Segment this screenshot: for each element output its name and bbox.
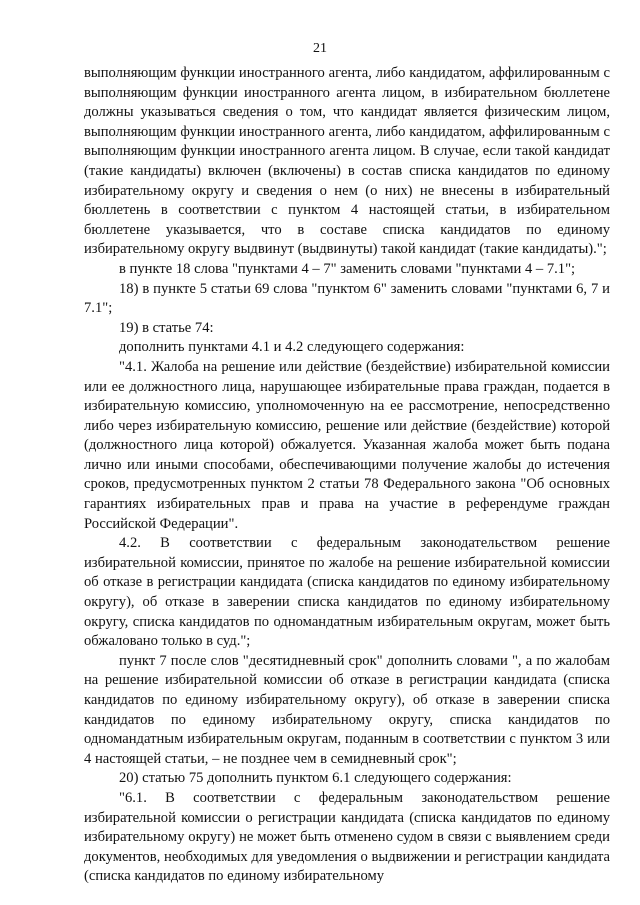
paragraph-item-6-1: "6.1. В соответствии с федеральным законодательством решение избирательной комиссии о регистрации кандидата (списка кандидатов по единому избирательному округу) не может быть отменено судом в связи с выявлением среди документов, необходимых для уведомления о выдвижении и регистрации кандидата (списка кандидатов по единому избирательному: [84, 789, 610, 885]
paragraph-item-7-amendment: пункт 7 после слов "десятидневный срок" дополнить словами ", а по жалобам на решение избирательной комиссии об отказе в регистрации кандидата (списка кандидатов по единому избирательному округу), об отказе в заверении списка кандидатов по единому избирательному округу, списка кандидатов по одномандатным избирательным округам, поданным в соответствии с пунктом 3 или 4 настоящей статьи, – не позднее чем в семидневный срок";: [84, 652, 610, 767]
paragraph-amendment-19: 19) в статье 74:: [119, 319, 214, 336]
paragraph-ballot-info-continuation: выполняющим функции иностранного агента, либо кандидатом, аффилированным с выполняющим функции иностранного агента лицом, в избирательном бюллетене должны указываться сведения о том, что кандидат является физическим лицом, выполняющим функции иностранного агента, либо кандидатом, аффилированным с выполняющим функции иностранного агента лицом. В случае, если такой кандидат (такие кандидаты) включен (включены) в состав списка кандидатов по единому избирательному округу и сведения о нем (о них) не внесены в избирательный бюллетень в соответствии с пунктом 4 настоящей статьи, в избирательном бюллетене указывается, что в составе списка кандидатов по единому избирательному округу выдвинут (выдвинуты) такой кандидат (такие кандидаты).";: [84, 65, 610, 258]
paragraph-amendment-18: 18) в пункте 5 статьи 69 слова "пунктом 6" заменить словами "пунктами 6, 7 и 7.1";: [84, 280, 610, 317]
paragraph-amendment-20: 20) статью 75 дополнить пунктом 6.1 следующего содержания:: [119, 770, 512, 787]
paragraph-item-4-1: "4.1. Жалоба на решение или действие (бездействие) избирательной комиссии или ее должностного лица, нарушающее избирательные права граждан, подается в избирательную комиссию, уполномоченную на ее рассмотрение, непосредственно либо через избирательную комиссию, решение или действие (бездействие) которой (должностного лица которой) обжалуется. Указанная жалоба может быть подана лично или иными способами, обеспечивающими получение жалобы до истечения сроков, предусмотренных пунктом 2 статьи 78 Федерального закона "Об основных гарантиях избирательных прав и права на участие в референдуме граждан Российской Федерации".: [84, 358, 610, 532]
paragraph-add-items-4-1-4-2: дополнить пунктами 4.1 и 4.2 следующего содержания:: [119, 339, 465, 356]
paragraph-item-4-2: 4.2. В соответствии с федеральным законодательством решение избирательной комиссии, принятое по жалобе на решение избирательной комиссии об отказе в регистрации кандидата (списка кандидатов по единому избирательному округу), об отказе в заверении списка кандидатов по единому избирательному округу, списка кандидатов по одномандатным избирательным округам, может быть обжаловано только в суд.";: [84, 535, 610, 650]
page-number: 21: [313, 41, 327, 56]
document-body: [84, 64, 610, 887]
paragraph-item-18-words: в пункте 18 слова "пунктами 4 – 7" заменить словами "пунктами 4 – 7.1";: [119, 260, 576, 277]
